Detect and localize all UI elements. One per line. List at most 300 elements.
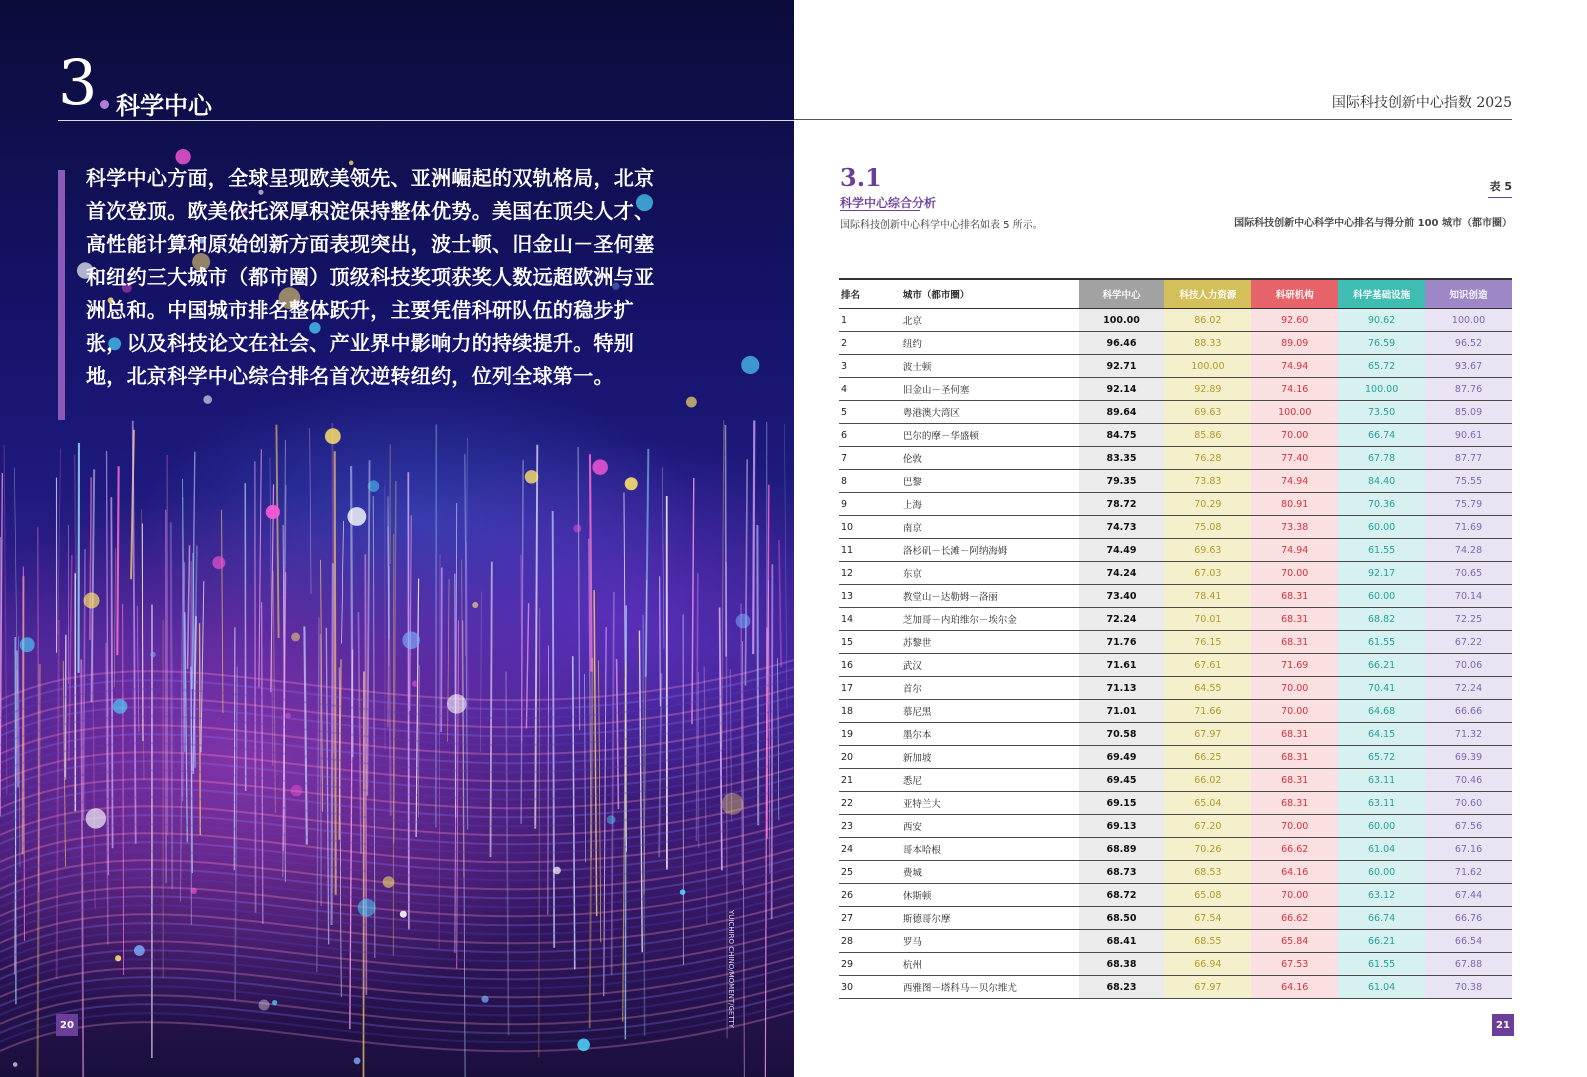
cell-city: 西雅图－塔科马－贝尔维尤 <box>903 976 1079 999</box>
cell-city: 巴黎 <box>903 470 1079 493</box>
cell-talent: 66.25 <box>1164 746 1251 769</box>
cell-knowledge: 96.52 <box>1425 332 1512 355</box>
cell-science-center: 70.58 <box>1079 723 1165 746</box>
cell-talent: 100.00 <box>1164 355 1251 378</box>
bokeh-light <box>150 652 156 658</box>
cell-talent: 88.33 <box>1164 332 1251 355</box>
table-row <box>839 746 1512 769</box>
cell-talent: 66.94 <box>1164 953 1251 976</box>
table-row <box>839 378 1512 401</box>
cell-infrastructure: 65.72 <box>1338 746 1425 769</box>
cell-rank: 23 <box>839 815 903 838</box>
cell-science-center: 68.72 <box>1079 884 1165 907</box>
cell-science-center: 69.13 <box>1079 815 1165 838</box>
cell-talent: 92.89 <box>1164 378 1251 401</box>
bokeh-light <box>383 876 395 888</box>
cell-city: 洛杉矶－长滩－阿纳海姆 <box>903 539 1079 562</box>
cell-research: 77.40 <box>1251 447 1338 470</box>
bokeh-light <box>272 1000 277 1005</box>
cell-city: 哥本哈根 <box>903 838 1079 861</box>
cell-rank: 19 <box>839 723 903 746</box>
cell-knowledge: 71.69 <box>1425 516 1512 539</box>
light-streak <box>57 620 59 979</box>
cell-research: 70.00 <box>1251 424 1338 447</box>
cell-science-center: 68.23 <box>1079 976 1165 999</box>
header-rank: 排名 <box>839 279 903 309</box>
cell-city: 波士顿 <box>903 355 1079 378</box>
light-streak <box>604 627 606 996</box>
table-row <box>839 516 1512 539</box>
cell-city: 粤港澳大湾区 <box>903 401 1079 424</box>
cell-rank: 25 <box>839 861 903 884</box>
bokeh-light <box>86 808 106 828</box>
light-streak <box>304 626 306 844</box>
bokeh-light <box>291 785 303 797</box>
cell-infrastructure: 84.40 <box>1338 470 1425 493</box>
cell-knowledge: 67.56 <box>1425 815 1512 838</box>
light-streak <box>660 576 661 706</box>
cell-talent: 76.15 <box>1164 631 1251 654</box>
table-row <box>839 401 1512 424</box>
cell-talent: 69.63 <box>1164 539 1251 562</box>
cell-infrastructure: 61.04 <box>1338 976 1425 999</box>
cell-city: 斯德哥尔摩 <box>903 907 1079 930</box>
cell-knowledge: 72.25 <box>1425 608 1512 631</box>
cell-science-center: 71.13 <box>1079 677 1165 700</box>
cell-infrastructure: 68.82 <box>1338 608 1425 631</box>
table-row <box>839 608 1512 631</box>
table-row <box>839 470 1512 493</box>
cell-city: 教堂山－达勒姆－洛丽 <box>903 585 1079 608</box>
cell-city: 苏黎世 <box>903 631 1079 654</box>
light-streak <box>117 466 118 655</box>
cell-rank: 2 <box>839 332 903 355</box>
bokeh-light <box>368 480 380 492</box>
cell-talent: 67.97 <box>1164 976 1251 999</box>
bokeh-light <box>472 602 478 608</box>
light-streak <box>772 564 773 919</box>
light-streak <box>142 523 143 741</box>
header-research-institutions: 科研机构 <box>1251 279 1338 309</box>
table-row <box>839 976 1512 999</box>
cell-science-center: 78.72 <box>1079 493 1165 516</box>
table-row <box>839 424 1512 447</box>
table-row <box>839 700 1512 723</box>
cell-rank: 9 <box>839 493 903 516</box>
cell-city: 旧金山－圣何塞 <box>903 378 1079 401</box>
table-row <box>839 447 1512 470</box>
cell-rank: 5 <box>839 401 903 424</box>
cell-research: 64.16 <box>1251 861 1338 884</box>
cell-talent: 66.02 <box>1164 769 1251 792</box>
cell-infrastructure: 100.00 <box>1338 378 1425 401</box>
cell-infrastructure: 61.55 <box>1338 539 1425 562</box>
cell-city: 慕尼黑 <box>903 700 1079 723</box>
header-divider <box>58 120 794 121</box>
cell-research: 65.84 <box>1251 930 1338 953</box>
bokeh-light <box>134 945 145 956</box>
bokeh-light <box>525 470 538 483</box>
cell-talent: 86.02 <box>1164 309 1251 332</box>
cell-science-center: 69.49 <box>1079 746 1165 769</box>
light-streak <box>259 449 261 687</box>
cell-science-center: 71.61 <box>1079 654 1165 677</box>
light-streak <box>90 477 91 640</box>
cell-science-center: 92.14 <box>1079 378 1165 401</box>
table-label: 表 5 <box>1489 180 1512 193</box>
bokeh-light <box>358 899 376 917</box>
section-number-dot <box>100 100 109 109</box>
light-streak <box>767 485 769 839</box>
table-caption: 国际科技创新中心科学中心排名与得分前 100 城市（都市圈） <box>1234 218 1512 229</box>
bokeh-light <box>354 1057 361 1064</box>
cell-science-center: 74.24 <box>1079 562 1165 585</box>
light-streak <box>585 674 586 862</box>
light-streak <box>745 459 747 685</box>
bokeh-light <box>347 507 366 526</box>
table-row <box>839 769 1512 792</box>
cell-talent: 67.97 <box>1164 723 1251 746</box>
light-streak <box>92 469 95 702</box>
cell-infrastructure: 66.74 <box>1338 424 1425 447</box>
light-streak <box>617 659 619 809</box>
bokeh-light <box>400 911 407 918</box>
cell-rank: 10 <box>839 516 903 539</box>
cell-research: 70.00 <box>1251 700 1338 723</box>
photo-credit: YUICHIRO CHINO/MOMENT/GETTY <box>727 910 735 1029</box>
light-wave <box>0 1011 794 1051</box>
bokeh-light <box>577 1039 590 1052</box>
cell-talent: 67.03 <box>1164 562 1251 585</box>
page-number-left: 20 <box>56 1014 78 1036</box>
cell-infrastructure: 61.55 <box>1338 953 1425 976</box>
table-row <box>839 861 1512 884</box>
cell-research: 68.31 <box>1251 723 1338 746</box>
cell-infrastructure: 61.04 <box>1338 838 1425 861</box>
cell-knowledge: 66.76 <box>1425 907 1512 930</box>
right-page <box>794 0 1587 1077</box>
cell-knowledge: 85.09 <box>1425 401 1512 424</box>
light-streak <box>753 420 754 654</box>
cell-research: 70.00 <box>1251 884 1338 907</box>
light-streak <box>222 510 223 713</box>
cell-city: 罗马 <box>903 930 1079 953</box>
cell-research: 68.31 <box>1251 746 1338 769</box>
cell-knowledge: 87.77 <box>1425 447 1512 470</box>
cell-research: 64.16 <box>1251 976 1338 999</box>
light-streak <box>167 455 168 836</box>
cell-science-center: 73.40 <box>1079 585 1165 608</box>
cell-city: 亚特兰大 <box>903 792 1079 815</box>
table-row <box>839 815 1512 838</box>
light-streak <box>276 425 278 638</box>
intro-accent-bar <box>58 170 65 420</box>
light-streak <box>646 449 649 677</box>
bokeh-light <box>266 505 280 519</box>
bokeh-light <box>553 867 561 875</box>
bokeh-light <box>741 356 759 374</box>
cell-rank: 11 <box>839 539 903 562</box>
table-row <box>839 838 1512 861</box>
bokeh-light <box>607 815 616 824</box>
cell-research: 67.53 <box>1251 953 1338 976</box>
table-row <box>839 631 1512 654</box>
light-streak <box>235 667 237 1001</box>
bokeh-light <box>190 888 196 894</box>
cell-city: 纽约 <box>903 332 1079 355</box>
table-row <box>839 539 1512 562</box>
cell-infrastructure: 92.17 <box>1338 562 1425 585</box>
light-streak <box>779 540 781 667</box>
cell-infrastructure: 66.74 <box>1338 907 1425 930</box>
light-streak <box>75 455 76 580</box>
cell-infrastructure: 60.00 <box>1338 815 1425 838</box>
cell-talent: 78.41 <box>1164 585 1251 608</box>
bokeh-light <box>573 525 581 533</box>
cell-knowledge: 67.88 <box>1425 953 1512 976</box>
table-row <box>839 907 1512 930</box>
bokeh-light <box>686 397 697 408</box>
light-streak <box>262 602 263 924</box>
subsection-underline <box>840 210 920 211</box>
cell-science-center: 71.01 <box>1079 700 1165 723</box>
cell-talent: 68.53 <box>1164 861 1251 884</box>
bokeh-light <box>113 699 128 714</box>
table-row <box>839 792 1512 815</box>
table-row <box>839 493 1512 516</box>
light-streak <box>69 555 72 761</box>
cell-city: 北京 <box>903 309 1079 332</box>
cell-city: 西安 <box>903 815 1079 838</box>
table-row <box>839 355 1512 378</box>
cell-science-center: 68.38 <box>1079 953 1165 976</box>
cell-science-center: 79.35 <box>1079 470 1165 493</box>
cell-research: 80.91 <box>1251 493 1338 516</box>
cell-infrastructure: 73.50 <box>1338 401 1425 424</box>
bokeh-light <box>291 633 300 642</box>
table-row <box>839 309 1512 332</box>
cell-knowledge: 71.62 <box>1425 861 1512 884</box>
light-streak <box>662 467 664 648</box>
light-streak <box>590 454 592 671</box>
cell-infrastructure: 60.00 <box>1338 861 1425 884</box>
table-row <box>839 884 1512 907</box>
cell-city: 新加坡 <box>903 746 1079 769</box>
cell-knowledge: 66.54 <box>1425 930 1512 953</box>
cell-talent: 67.54 <box>1164 907 1251 930</box>
cell-science-center: 69.45 <box>1079 769 1165 792</box>
report-title: 国际科技创新中心指数 2025 <box>1331 95 1512 111</box>
light-streak <box>200 623 201 835</box>
cell-rank: 22 <box>839 792 903 815</box>
cell-talent: 67.20 <box>1164 815 1251 838</box>
cell-science-center: 74.49 <box>1079 539 1165 562</box>
cell-research: 68.31 <box>1251 608 1338 631</box>
cell-science-center: 74.73 <box>1079 516 1165 539</box>
cell-talent: 65.04 <box>1164 792 1251 815</box>
cell-science-center: 71.76 <box>1079 631 1165 654</box>
bokeh-light <box>722 793 744 815</box>
cell-knowledge: 75.79 <box>1425 493 1512 516</box>
bokeh-light <box>736 614 751 629</box>
subsection-title: 科学中心综合分析 <box>840 196 937 210</box>
cell-research: 70.00 <box>1251 677 1338 700</box>
light-streak <box>342 521 344 644</box>
light-streak <box>757 525 758 825</box>
cell-rank: 27 <box>839 907 903 930</box>
light-streak <box>599 660 601 942</box>
light-streak <box>335 451 336 895</box>
light-streak <box>573 656 575 969</box>
bokeh-light <box>115 955 121 961</box>
cell-talent: 64.55 <box>1164 677 1251 700</box>
cell-knowledge: 70.60 <box>1425 792 1512 815</box>
section-number: 3 <box>58 46 98 119</box>
cell-rank: 15 <box>839 631 903 654</box>
cell-science-center: 89.64 <box>1079 401 1165 424</box>
cell-talent: 70.29 <box>1164 493 1251 516</box>
bokeh-light <box>592 459 608 475</box>
cell-infrastructure: 63.11 <box>1338 792 1425 815</box>
cell-infrastructure: 90.62 <box>1338 309 1425 332</box>
cell-research: 70.00 <box>1251 562 1338 585</box>
cell-science-center: 83.35 <box>1079 447 1165 470</box>
cell-city: 南京 <box>903 516 1079 539</box>
cell-talent: 69.63 <box>1164 401 1251 424</box>
table-header-row <box>839 279 1512 309</box>
cell-knowledge: 74.28 <box>1425 539 1512 562</box>
cell-knowledge: 70.14 <box>1425 585 1512 608</box>
table-row <box>839 723 1512 746</box>
bokeh-light <box>13 1062 18 1067</box>
cell-knowledge: 72.24 <box>1425 677 1512 700</box>
light-streak <box>273 571 275 813</box>
cell-infrastructure: 70.36 <box>1338 493 1425 516</box>
cell-knowledge: 71.32 <box>1425 723 1512 746</box>
bokeh-light <box>625 477 638 490</box>
light-streak <box>58 448 61 634</box>
light-streak <box>784 424 787 709</box>
bokeh-light <box>481 996 488 1003</box>
cell-research: 74.94 <box>1251 355 1338 378</box>
cell-infrastructure: 76.59 <box>1338 332 1425 355</box>
cell-rank: 24 <box>839 838 903 861</box>
cell-infrastructure: 65.72 <box>1338 355 1425 378</box>
cell-knowledge: 100.00 <box>1425 309 1512 332</box>
subsection-note: 国际科技创新中心科学中心排名如表 5 所示。 <box>840 220 1043 231</box>
cell-talent: 85.86 <box>1164 424 1251 447</box>
bokeh-light <box>412 681 418 687</box>
cell-knowledge: 75.55 <box>1425 470 1512 493</box>
header-infrastructure: 科学基础设施 <box>1338 279 1425 309</box>
cell-talent: 67.61 <box>1164 654 1251 677</box>
light-streak <box>481 592 482 752</box>
cell-knowledge: 87.76 <box>1425 378 1512 401</box>
cell-knowledge: 67.16 <box>1425 838 1512 861</box>
cell-research: 89.09 <box>1251 332 1338 355</box>
cell-rank: 1 <box>839 309 903 332</box>
cell-rank: 4 <box>839 378 903 401</box>
cell-infrastructure: 63.12 <box>1338 884 1425 907</box>
cell-rank: 20 <box>839 746 903 769</box>
cell-infrastructure: 63.11 <box>1338 769 1425 792</box>
cell-research: 68.31 <box>1251 792 1338 815</box>
cell-rank: 30 <box>839 976 903 999</box>
cell-research: 74.16 <box>1251 378 1338 401</box>
cell-research: 71.69 <box>1251 654 1338 677</box>
cell-city: 杭州 <box>903 953 1079 976</box>
bokeh-light <box>285 713 291 719</box>
cell-science-center: 68.89 <box>1079 838 1165 861</box>
table-row <box>839 585 1512 608</box>
table-row <box>839 930 1512 953</box>
cell-city: 休斯顿 <box>903 884 1079 907</box>
cell-infrastructure: 70.41 <box>1338 677 1425 700</box>
light-streak <box>704 666 707 924</box>
cell-science-center: 96.46 <box>1079 332 1165 355</box>
cell-rank: 21 <box>839 769 903 792</box>
cell-rank: 17 <box>839 677 903 700</box>
cell-rank: 16 <box>839 654 903 677</box>
page-number-right: 21 <box>1492 1014 1514 1036</box>
cell-city: 悉尼 <box>903 769 1079 792</box>
bokeh-light <box>680 889 686 895</box>
cell-city: 芝加哥－内珀维尔－埃尔金 <box>903 608 1079 631</box>
table-label-underline <box>1488 197 1512 198</box>
cell-talent: 76.28 <box>1164 447 1251 470</box>
light-streak <box>457 620 459 969</box>
cell-city: 伦敦 <box>903 447 1079 470</box>
cell-infrastructure: 66.21 <box>1338 654 1425 677</box>
light-streak <box>410 515 412 710</box>
light-streak <box>363 671 364 1077</box>
bokeh-light <box>402 631 420 649</box>
cell-research: 100.00 <box>1251 401 1338 424</box>
cell-research: 73.38 <box>1251 516 1338 539</box>
bokeh-light <box>203 395 212 404</box>
cell-rank: 6 <box>839 424 903 447</box>
light-streak <box>553 511 554 948</box>
bokeh-light <box>212 556 225 569</box>
bokeh-light <box>259 1000 270 1011</box>
cell-talent: 75.08 <box>1164 516 1251 539</box>
intro-paragraph: 科学中心方面，全球呈现欧美领先、亚洲崛起的双轨格局，北京首次登顶。欧美依托深厚积淀保持整体优势。美国在顶尖人才、高性能计算和原始创新方面表现突出，波士顿、旧金山－圣何塞和纽约三大城市（都市圈）顶级科技奖项获奖人数远超欧洲与亚洲总和。中国城市排名整体跃升，主要凭借科研队伍的稳步扩张，以及科技论文在社会、产业界中影响力的持续提升。特别地，北京科学中心综合排名首次逆转纽约，位列全球第一。 <box>86 166 655 388</box>
bokeh-light <box>447 694 467 714</box>
light-streak <box>612 592 614 975</box>
table-row <box>839 677 1512 700</box>
cell-infrastructure: 64.15 <box>1338 723 1425 746</box>
cell-rank: 29 <box>839 953 903 976</box>
cell-infrastructure: 66.21 <box>1338 930 1425 953</box>
cell-science-center: 68.41 <box>1079 930 1165 953</box>
cell-city: 巴尔的摩－华盛顿 <box>903 424 1079 447</box>
cell-talent: 70.26 <box>1164 838 1251 861</box>
cell-rank: 8 <box>839 470 903 493</box>
table-row <box>839 562 1512 585</box>
cell-knowledge: 67.22 <box>1425 631 1512 654</box>
light-streak <box>188 545 190 668</box>
cell-research: 66.62 <box>1251 838 1338 861</box>
light-streak <box>539 608 540 1058</box>
light-streak <box>692 478 694 724</box>
cell-knowledge: 70.46 <box>1425 769 1512 792</box>
light-streak <box>373 496 375 958</box>
cell-city: 上海 <box>903 493 1079 516</box>
cell-knowledge: 69.39 <box>1425 746 1512 769</box>
cell-science-center: 92.71 <box>1079 355 1165 378</box>
cell-city: 首尔 <box>903 677 1079 700</box>
cell-city: 武汉 <box>903 654 1079 677</box>
